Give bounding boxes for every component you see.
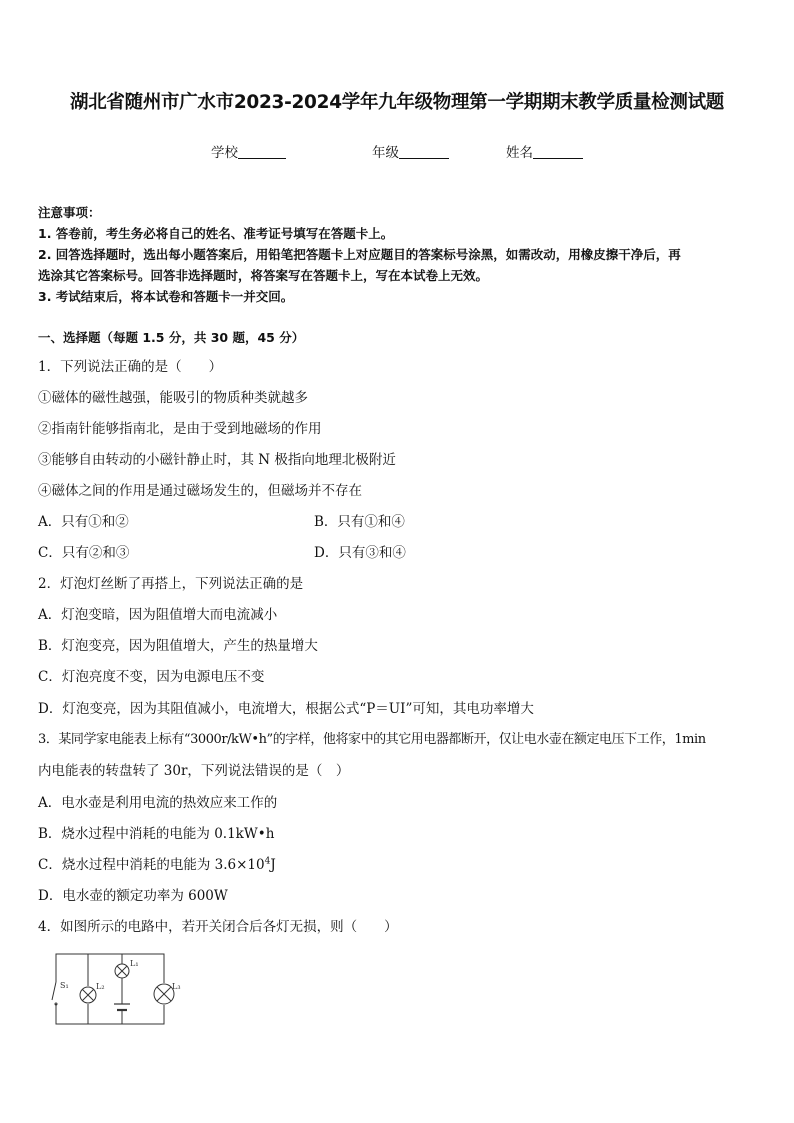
q3-option-b[interactable]: B．烧水过程中消耗的电能为 0.1kW•h [38,826,275,842]
circuit-diagram [44,948,194,1030]
notice-item-3: 3. 考试结束后，将本试卷和答题卡一并交回。 [38,289,294,304]
lamp-l3 [154,984,174,1004]
wire-bottom [56,1004,164,1024]
q2-option-c[interactable]: C．灯泡亮度不变，因为电源电压不变 [38,669,265,685]
school-blank[interactable] [238,144,286,159]
q1-option-c[interactable]: C．只有②和③ [38,545,130,561]
page-title: 湖北省随州市广水市2023-2024学年九年级物理第一学期期末教学质量检测试题 [70,92,724,113]
label-s1: S₁ [60,981,69,990]
notice-item-1: 1. 答卷前，考生务必将自己的姓名、准考证号填写在答题卡上。 [38,226,394,241]
q3-stem-cont: 内电能表的转盘转了 30r，下列说法错误的是（ ） [38,763,350,779]
q2-option-a[interactable]: A．灯泡变暗，因为阻值增大而电流减小 [38,607,278,623]
name-field[interactable] [506,141,583,161]
name-blank[interactable] [533,144,583,159]
label-l3: L₃ [172,982,181,991]
grade-label: 年级 [372,145,399,161]
q1-statement-1: ①磁体的磁性越强，能吸引的物质种类就越多 [38,390,308,406]
q1-option-a[interactable]: A．只有①和② [38,514,129,530]
grade-field[interactable] [372,141,449,161]
wire-top [56,954,164,983]
label-l2: L₂ [96,982,105,991]
q1-option-b[interactable]: B．只有①和④ [314,514,405,530]
q2-stem: 2．灯泡灯丝断了再搭上，下列说法正确的是 [38,576,304,592]
q2-option-b[interactable]: B．灯泡变亮，因为阻值增大，产生的热量增大 [38,638,318,654]
grade-blank[interactable] [399,144,449,159]
notice-heading: 注意事项： [38,205,101,220]
q1-stem: 1．下列说法正确的是（ ） [38,359,223,375]
q1-statement-3: ③能够自由转动的小磁针静止时，其 N 极指向地理北极附近 [38,452,396,468]
q3-option-d[interactable]: D．电水壶的额定功率为 600W [38,888,228,904]
q4-stem: 4．如图所示的电路中，若开关闭合后各灯无损，则（ ） [38,919,398,935]
q3-option-c[interactable] [38,853,276,873]
q3-option-c-unit: J [270,857,276,873]
lamp-l1 [115,964,129,978]
notice-item-2-cont: 选涂其它答案标号。回答非选择题时，将答案写在答题卡上，写在本试卷上无效。 [38,268,489,283]
school-label: 学校 [211,145,238,161]
name-label: 姓名 [506,145,533,161]
q1-option-d[interactable]: D．只有③和④ [314,545,406,561]
lamp-l2 [80,987,96,1003]
q3-stem: 3．某同学家电能表上标有“3000r/kW•h”的字样，他将家中的其它用电器都断开，仅让电水壶在额定电压下工作，1min [38,732,706,747]
q3-option-c-exponent: 4 [264,856,271,867]
switch-s1 [52,982,56,1000]
battery [114,1004,130,1010]
q3-option-a[interactable]: A．电水壶是利用电流的热效应来工作的 [38,795,278,811]
label-l1: L₁ [130,959,139,968]
school-field[interactable] [211,141,286,161]
notice-item-2: 2. 回答选择题时，选出每小题答案后，用铅笔把答题卡上对应题目的答案标号涂黑，如需改动，用橡皮擦干净后，再 [38,247,681,262]
q1-statement-4: ④磁体之间的作用是通过磁场发生的，但磁场并不存在 [38,483,362,499]
q2-option-d[interactable]: D．灯泡变亮，因为其阻值减小，电流增大，根据公式“P＝UI”可知，其电功率增大 [38,701,534,717]
q3-option-c-text: C．烧水过程中消耗的电能为 3.6×10 [38,857,265,873]
section-heading: 一、选择题（每题 1.5 分，共 30 题，45 分） [38,330,305,345]
q1-statement-2: ②指南针能够指南北，是由于受到地磁场的作用 [38,421,322,437]
